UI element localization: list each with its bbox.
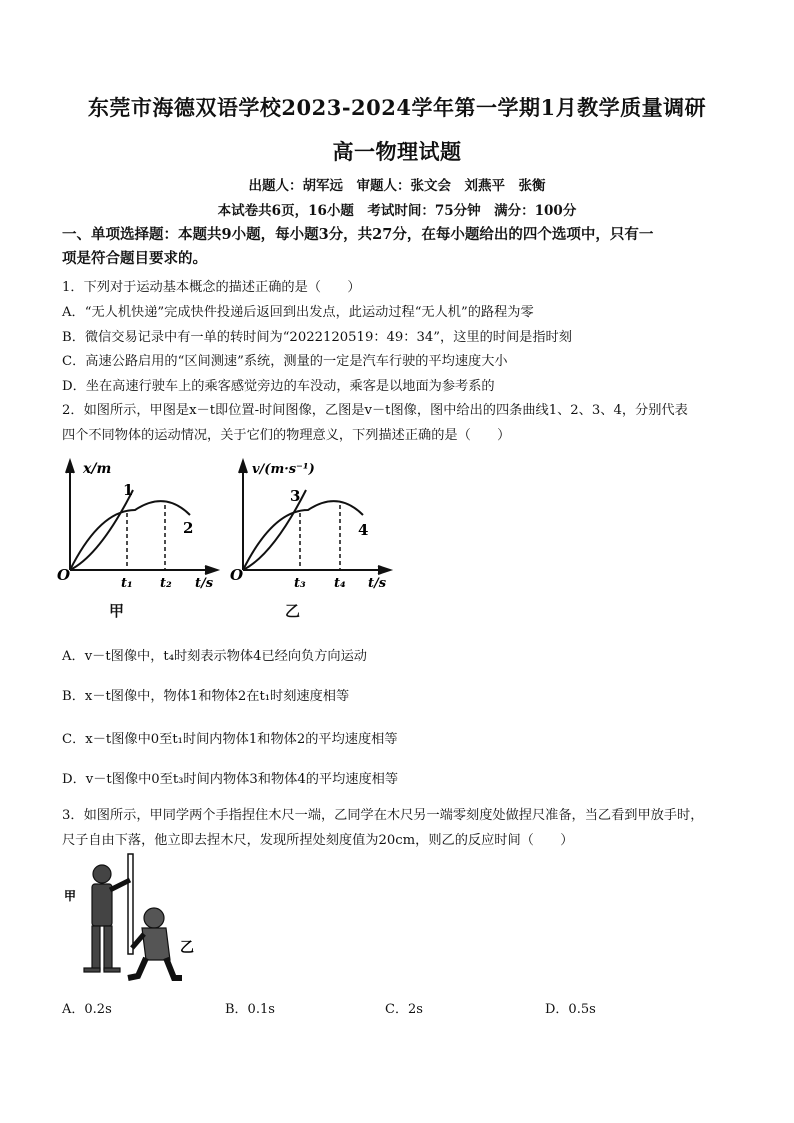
exam-info: 本试卷共6页，16小题 考试时间：75分钟 满分：100分 [217,203,577,219]
graph-yi-label-3: 3 [290,487,301,505]
graph-jia-x-arrow [205,566,217,574]
q2-option-c: C．x－t图像中0至t₁时间内物体1和物体2的平均速度相等 [62,732,398,747]
graph-jia-tick-t2: t₂ [160,576,172,590]
q3-stem-line1: 3．如图所示，甲同学两个手指捏住木尺一端，乙同学在木尺另一端零刻度处做捏尺准备，当乙看到甲放手时， [62,808,704,823]
graph-yi-caption: 乙 [285,602,301,620]
person-jia-figure [84,865,130,972]
q1-option-b: B．微信交易记录中有一单的转时间为“2022120519：49：34”，这里的时间是指时刻 [62,330,572,345]
person-yi-figure [128,908,182,978]
section-heading-line2: 项是符合题目要求的。 [62,250,207,267]
graph-jia-caption: 甲 [109,602,125,620]
q1-option-a: A．“无人机快递”完成快件投递后返回到出发点，此运动过程“无人机”的路程为零 [62,305,534,320]
graph-yi-origin: O [230,566,244,584]
graph-yi-tick-t4: t₄ [334,576,346,590]
graph-jia-y-arrow [66,461,74,473]
graph-yi-ylabel: v/(m·s⁻¹) [252,462,315,477]
ruler-drop-illustration [62,852,212,984]
graph-jia-curve-2 [70,501,190,570]
ruler [128,854,133,954]
graph-yi-x-arrow [378,566,390,574]
q3-stem-line2: 尺子自由下落，他立即去捏木尺，发现所捏处刻度值为20cm，则乙的反应时间（ ） [62,833,574,848]
q2-option-a: A．v－t图像中，t₄时刻表示物体4已经向负方向运动 [62,649,367,664]
q2-stem-line1: 2．如图所示，甲图是x－t即位置-时间图像，乙图是v－t图像，图中给出的四条曲线1、2、3、4，分别代表 [62,403,688,418]
graph-yi-label-4: 4 [358,521,369,539]
section-heading-line1: 一、单项选择题：本题共9小题，每小题3分，共27分，在每小题给出的四个选项中，只有一 [62,226,654,243]
graph-jia-curve-1 [70,490,133,570]
q3-option-c: C．2s [385,1002,423,1017]
graph-jia-xt [55,455,225,590]
graph-jia-tick-t1: t₁ [121,576,133,590]
q2-stem-line2: 四个不同物体的运动情况，关于它们的物理意义，下列描述正确的是（ ） [62,428,511,443]
graph-yi-tick-t3: t₃ [294,576,306,590]
q3-option-a: A．0.2s [62,1002,112,1017]
graph-yi-xlabel: t/s [368,576,387,590]
graph-jia-label-2: 2 [183,519,194,537]
exam-authors: 出题人：胡军远 审题人：张文会 刘燕平 张衡 [248,178,546,194]
person-yi-label: 乙 [180,940,194,956]
q3-option-b: B．0.1s [225,1002,275,1017]
graph-yi-curve-4 [243,501,363,570]
graph-jia-label-1: 1 [123,481,134,499]
graph-yi-y-arrow [239,461,247,473]
exam-title: 东莞市海德双语学校2023-2024学年第一学期1月教学质量调研 [87,95,707,120]
exam-subtitle: 高一物理试题 [332,139,462,164]
graph-jia-xlabel: t/s [195,576,214,590]
q1-option-d: D．坐在高速行驶车上的乘客感觉旁边的车没动，乘客是以地面为参考系的 [62,379,495,394]
graph-jia-ylabel: x/m [83,461,112,477]
graph-jia-origin: O [57,566,71,584]
q1-stem: 1．下列对于运动基本概念的描述正确的是（ ） [62,280,361,295]
q2-option-b: B．x－t图像中，物体1和物体2在t₁时刻速度相等 [62,689,350,704]
q1-option-c: C．高速公路启用的“区间测速”系统，测量的一定是汽车行驶的平均速度大小 [62,354,508,369]
person-jia-label: 甲 [64,889,77,903]
q3-option-d: D．0.5s [545,1002,596,1017]
q2-option-d: D．v－t图像中0至t₃时间内物体3和物体4的平均速度相等 [62,772,399,787]
graph-yi-vt [228,455,398,590]
